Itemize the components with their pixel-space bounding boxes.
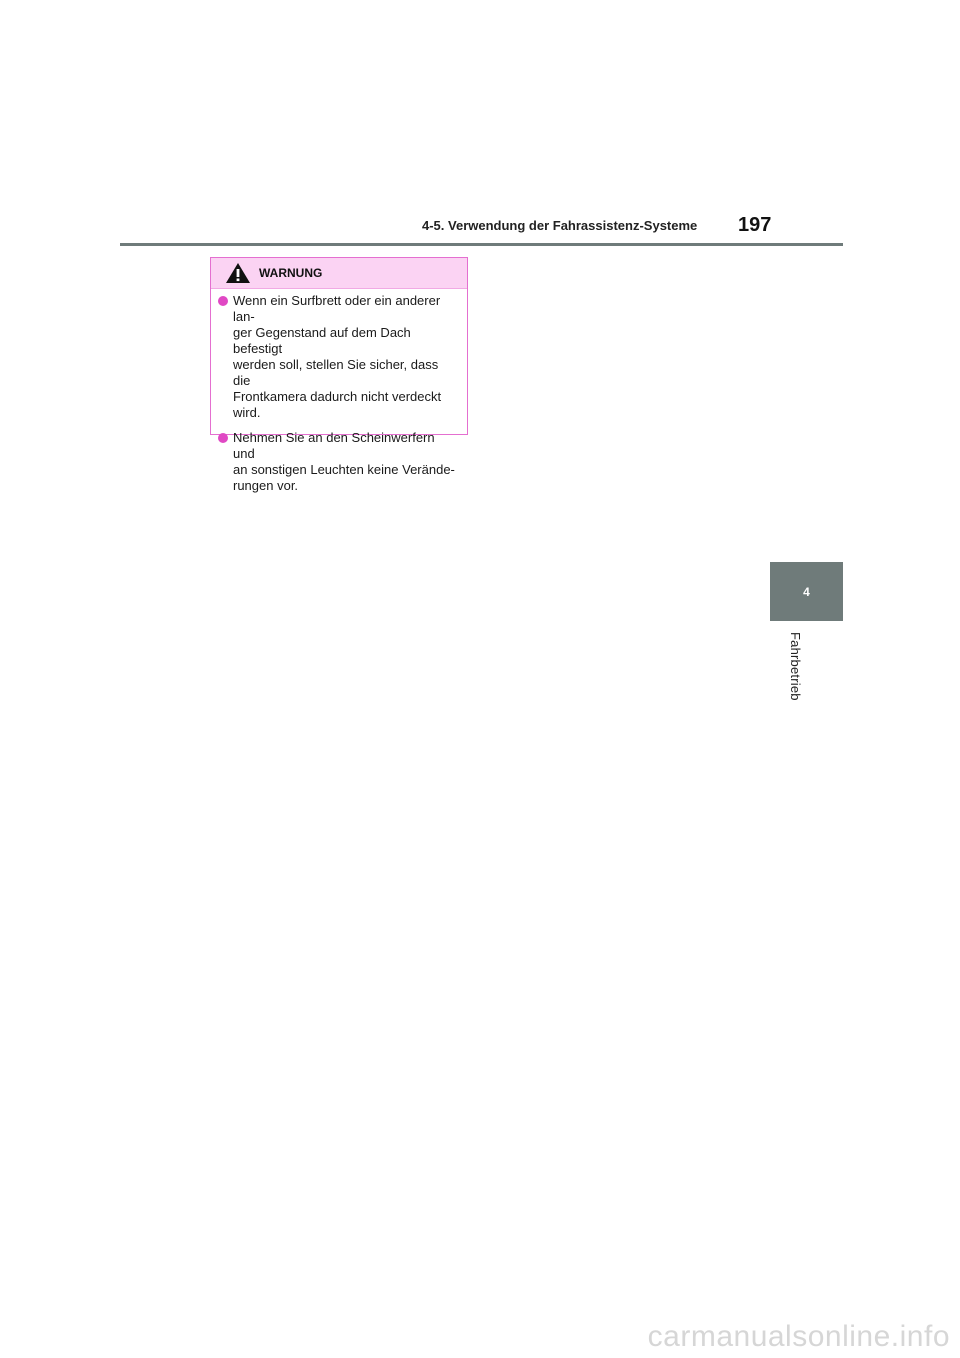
bullet-icon <box>218 433 228 443</box>
warning-text: Nehmen Sie an den Scheinwerfern und an sonstigen Leuchten keine Verände- rungen vor. <box>233 430 455 493</box>
warning-title: WARNUNG <box>259 266 323 280</box>
chapter-tab <box>770 562 843 621</box>
site-watermark: carmanualsonline.info <box>647 1320 950 1353</box>
warning-item <box>218 430 459 494</box>
section-title: 4-5. Verwendung der Fahrassistenz-Systeme <box>422 218 698 233</box>
chapter-number: 4 <box>803 584 810 599</box>
warning-item <box>218 293 459 421</box>
bullet-icon <box>218 296 228 306</box>
warning-header <box>211 258 467 289</box>
chapter-label: Fahrbetrieb <box>788 632 803 701</box>
warning-box <box>210 257 468 493</box>
warning-body <box>211 289 467 494</box>
page-number: 197 <box>738 214 772 236</box>
header-divider <box>120 243 843 246</box>
warning-triangle-icon <box>225 262 251 284</box>
warning-text: Wenn ein Surfbrett oder ein anderer lan- ger Gegenstand auf dem Dach befestigt werden soll, stellen Sie sicher, dass die Frontkamera dadurch nicht verdeckt wird. <box>233 293 442 420</box>
